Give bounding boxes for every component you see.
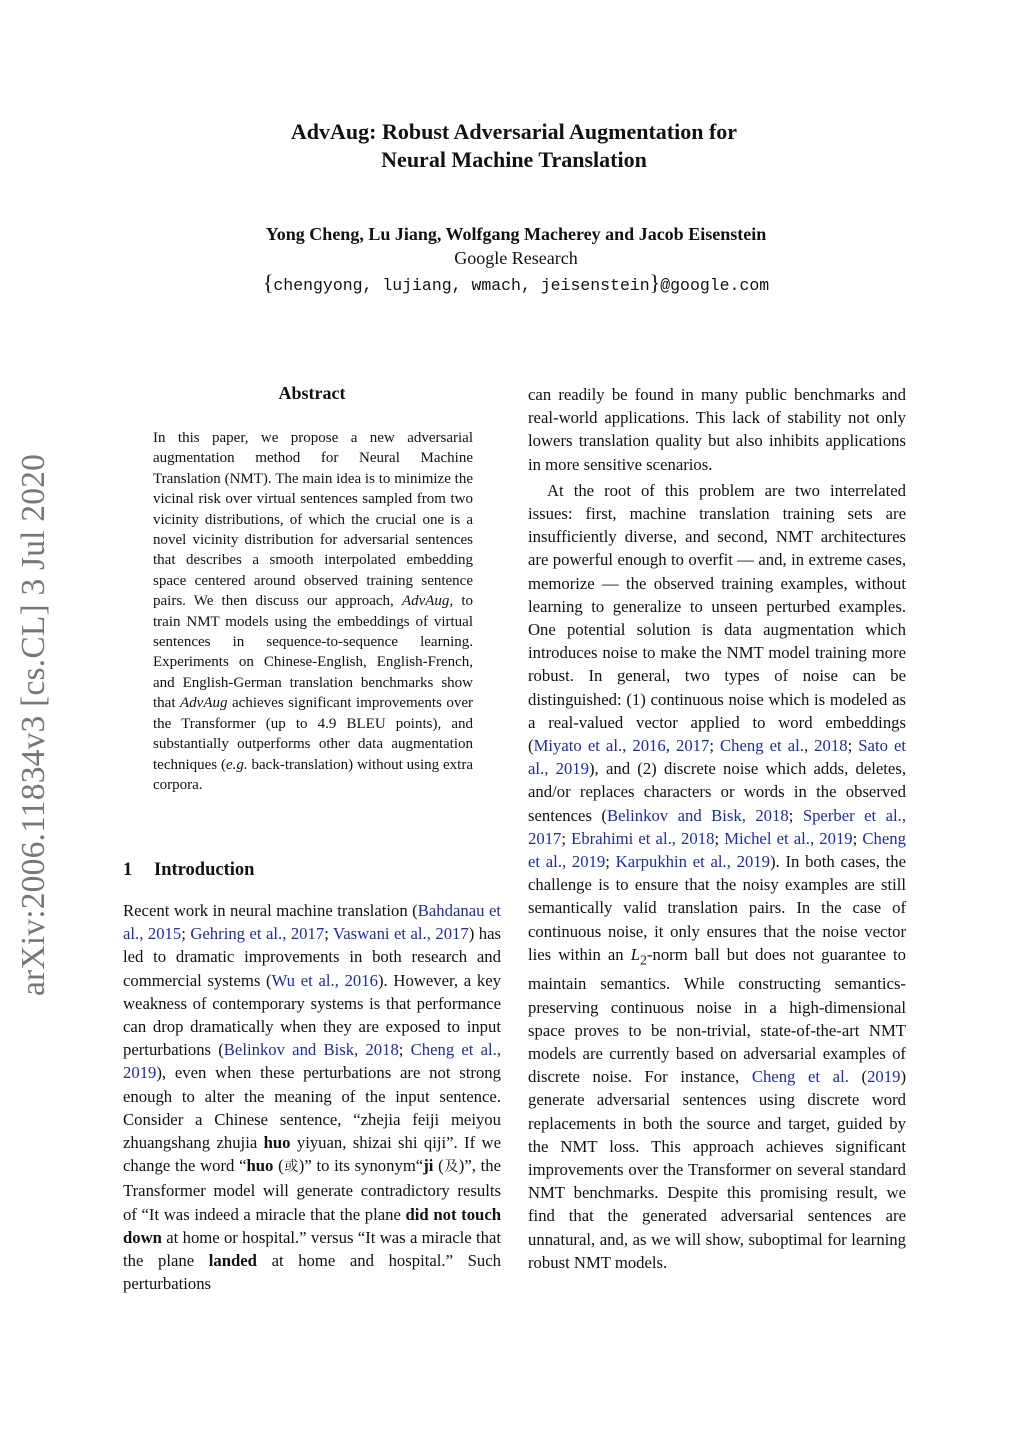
- arxiv-identifier: arXiv:2006.11834v3 [cs.CL] 3 Jul 2020: [15, 453, 52, 997]
- citation-link[interactable]: Karpukhin et al., 2019: [615, 852, 770, 872]
- citation-link[interactable]: Gehring et al., 2017: [190, 924, 325, 944]
- citation-link[interactable]: Michel et al., 2019: [724, 828, 853, 848]
- intro-paragraph-2: At the root of this problem are two interrelated issues: first, machine translation training sets are insufficiently diverse, and second, NMT architectures are powerful enough to overfit — and, in extreme cases, memorize — the observed training examples, without learning to generalize to unseen perturbed examples. One potential solution is data augmentation which introduces noise to make the NMT model training more robust. In general, two types of noise can be distinguished: (1) continuous noise which is modeled as a real-valued vector applied to word embeddings (Miyato et al., 2016, 2017; Cheng et al., 2018; Sato et al., 2019), and (2) discrete noise which adds, deletes, and/or replaces characters or words in the observed sentences (Belinkov and Bisk, 2018; Sperber et al., 2017; Ebrahimi et al., 2018; Michel et al., 2019; Cheng et al., 2019; Karpukhin et al., 2019). In both cases, the challenge is to ensure that the noisy examples are still semantically valid translation pairs. In the case of continuous noise, it only ensures that the noise vector lies within an $L_2$-norm ball but does not guarantee to maintain semantics. While constructing semantics-preserving continuous noise in a high-dimensional space proves to be non-trivial, state-of-the-art NMT models are currently based on adversarial examples of discrete noise. For instance, Cheng et al. (2019) generate adversarial sentences using discrete word replacements in both the source and target, guided by the NMT loss. This approach achieves significant improvements over the Transformer on several standard NMT benchmarks. Despite this promising result, we find that the generated adversarial sentences are unnatural, and, as we will show, suboptimal for learning robust NMT models.: [528, 480, 907, 1272]
- citation-link[interactable]: 2017: [675, 736, 710, 756]
- citation-link[interactable]: Cheng et al., 2019: [528, 828, 906, 872]
- affiliation: Google Research: [454, 248, 578, 268]
- method-name: AdvAug: [180, 695, 228, 712]
- email-close-brace: }: [649, 270, 661, 295]
- citation-link[interactable]: Miyato et al., 2016: [533, 736, 666, 756]
- intro-left-column: [123, 899, 501, 1295]
- citation-link[interactable]: Sperber et al., 2017: [528, 805, 907, 848]
- section-number: 1: [123, 860, 133, 880]
- intro-paragraph-continued: can readily be found in many public benchmarks and real-world applications. This lack of stability not only lowers translation quality but also inhibits applications in more sensitive scenarios.: [528, 385, 906, 474]
- section-heading-introduction: [123, 860, 254, 881]
- section-title: Introduction: [154, 860, 255, 880]
- email-open-brace: {: [262, 270, 274, 295]
- citation-link[interactable]: Cheng et al., 2019: [123, 1040, 501, 1083]
- author-block: [0, 222, 1024, 299]
- abstract-heading: Abstract: [278, 383, 346, 403]
- citation-link[interactable]: Belinkov and Bisk, 2018: [223, 1040, 399, 1060]
- citation-link[interactable]: Wu et al., 2016: [271, 970, 378, 990]
- citation-link[interactable]: Cheng et al.: [751, 1067, 849, 1087]
- citation-link[interactable]: Vaswani et al., 2017: [333, 924, 469, 944]
- citation-link[interactable]: 2019: [867, 1067, 901, 1087]
- citation-link[interactable]: Ebrahimi et al., 2018: [571, 828, 715, 848]
- method-name: AdvAug: [401, 593, 450, 610]
- title-line-2: Neural Machine Translation: [381, 147, 647, 172]
- intro-paragraph-1: Recent work in neural machine translation (Bahdanau et al., 2015; Gehring et al., 2017; Vaswani et al., 2017) has led to dramatic improvements in both research and commercial systems (Wu et al., 2016). However, a key weakness of contemporary systems is that performance can drop dramatically when they are exposed to input perturbations (Belinkov and Bisk, 2018; Cheng et al., 2019), even when these perturbations are not strong enough to alter the meaning of the input sentence. Consider a Chinese sentence, “zhejia feiji meiyou zhuangshang zhujia huo yiyuan, shizai shi qiji”. If we change the word “huo (或)” to its synonym“ji (及)”, the Transformer model will generate contradictory results of “It was indeed a miracle that the plane did not touch down at home or hospital.” versus “It was a miracle that the plane landed at home and hospital.” Such perturbations: [123, 901, 502, 1294]
- citation-link[interactable]: Cheng et al., 2018: [720, 736, 848, 756]
- email-names: chengyong, lujiang, wmach, jeisenstein: [273, 276, 650, 295]
- author-names: Yong Cheng, Lu Jiang, Wolfgang Macherey and Jacob Eisenstein: [265, 224, 767, 244]
- paper-title: [0, 118, 1024, 174]
- intro-right-column: [528, 383, 906, 1274]
- title-line-1: AdvAug: Robust Adversarial Augmentation for: [290, 119, 738, 144]
- citation-link[interactable]: Belinkov and Bisk, 2018: [606, 805, 789, 825]
- citation-link[interactable]: Bahdanau et al., 2015: [123, 901, 501, 944]
- abstract-body: In this paper, we propose a new adversarial augmentation method for Neural Machine Translation (NMT). The main idea is to minimize the vicinal risk over virtual sentences sampled from two vicinity distributions, of which the crucial one is a novel vicinity distribution for adversarial sentences that describes a smooth interpolated embedding space centered around observed training sentence pairs. We then discuss our approach, AdvAug, to train NMT models using the embeddings of virtual sentences in sequence-to-sequence learning. Experiments on Chinese-English, English-French, and English-German translation benchmarks show that AdvAug achieves significant improvements over the Transformer (up to 4.9 BLEU points), and substantially outperforms other data augmentation techniques (e.g. back-translation) without using extra corpora.: [153, 430, 474, 793]
- citation-link[interactable]: Sato et al., 2019: [528, 736, 907, 779]
- email-domain: @google.com: [660, 276, 770, 295]
- author-emails: [0, 270, 1024, 299]
